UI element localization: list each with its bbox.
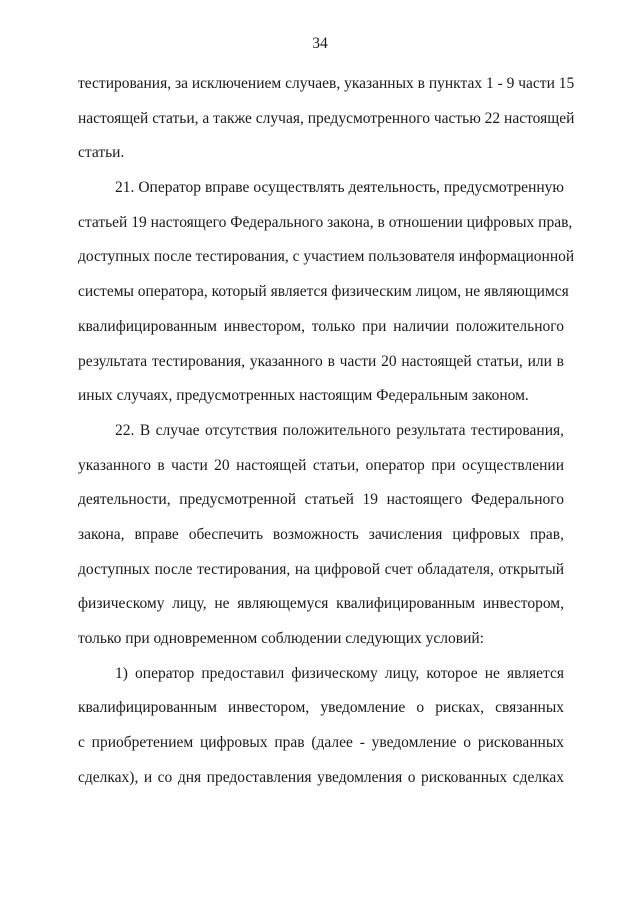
paragraph-item-21 — [78, 171, 575, 414]
text-line: результата тестирования, указанного в части 20 настоящей статьи, или в — [78, 352, 564, 370]
text-line: тестирования, за исключением случаев, указанных в пунктах 1 - 9 части 15 — [78, 75, 575, 92]
text-line: 1) оператор предоставил физическому лицу, которое не является — [115, 664, 564, 682]
paragraph-continuation — [78, 67, 575, 171]
text-line: сделках), и со дня предоставления уведомления о рискованных сделках — [78, 768, 564, 786]
text-line: доступных после тестирования, на цифровой счет обладателя, открытый — [78, 560, 564, 578]
text-line: статьи. — [78, 144, 125, 162]
text-line: квалифицированным инвестором, уведомление о рисках, связанных — [78, 699, 564, 717]
text-line: доступных после тестирования, с участием пользователя информационной — [78, 248, 575, 266]
text-line: закона, вправе обеспечить возможность зачисления цифровых прав, — [78, 525, 564, 543]
paragraph-subitem-1 — [78, 657, 564, 796]
page-number: 34 — [312, 35, 328, 52]
document-body — [78, 67, 575, 795]
text-line: с приобретением цифровых прав (далее - уведомление о рискованных — [78, 734, 564, 752]
text-line: физическому лицу, не являющемуся квалифицированным инвестором, — [78, 595, 564, 613]
text-line: системы оператора, который является физическим лицом, не являющимся — [78, 283, 569, 301]
text-line: настоящей статьи, а также случая, предусмотренного частью 22 настоящей — [78, 109, 575, 127]
text-line: иных случаях, предусмотренных настоящим Федеральным законом. — [78, 387, 529, 405]
text-line: статьей 19 настоящего Федерального закона, в отношении цифровых прав, — [78, 213, 573, 231]
text-line: указанного в части 20 настоящей статьи, оператор при осуществлении — [78, 456, 564, 474]
text-line: только при одновременном соблюдении следующих условий: — [78, 630, 484, 647]
text-line: 22. В случае отсутствия положительного результата тестирования, — [115, 421, 564, 439]
text-line: деятельности, предусмотренной статьей 19 настоящего Федерального — [78, 491, 564, 509]
paragraph-item-22 — [78, 414, 564, 657]
text-line: квалифицированным инвестором, только при наличии положительного — [78, 317, 564, 335]
text-line: 21. Оператор вправе осуществлять деятельность, предусмотренную — [115, 179, 564, 197]
